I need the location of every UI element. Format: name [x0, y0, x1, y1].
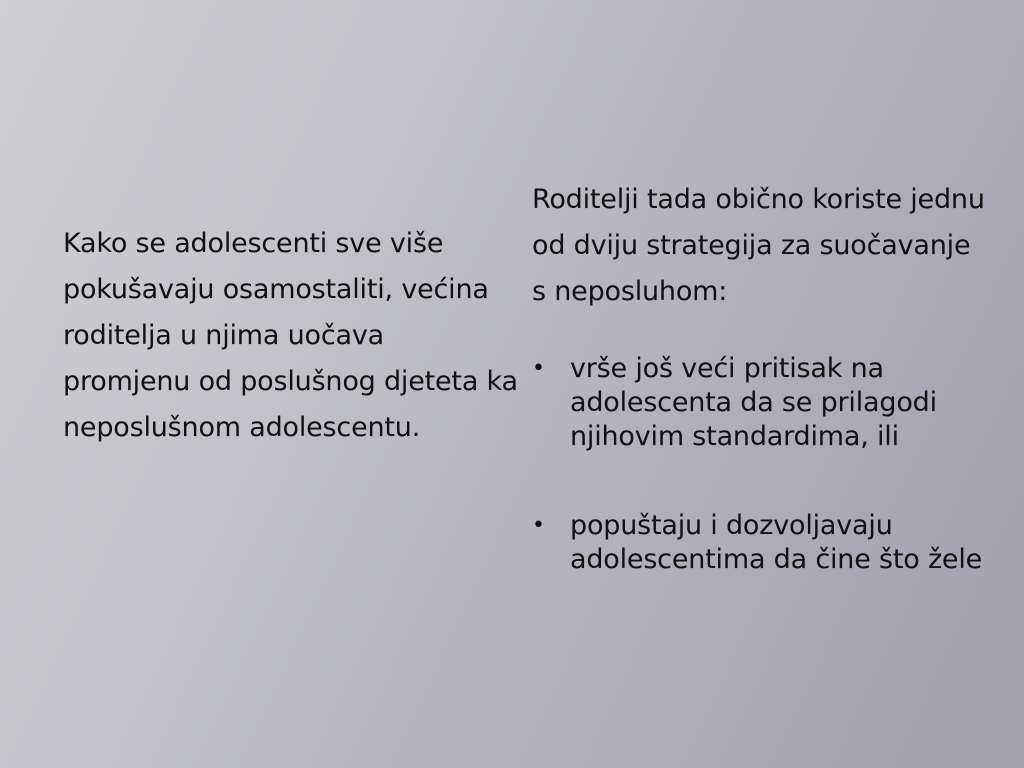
- bullet-list: [532, 352, 992, 577]
- left-paragraph: Kako se adolescenti sve više pokušavaju osamostaliti, većina roditelja u njima uočava promjenu od poslušnog djeteta ka neposlušnom adolescentu.: [63, 228, 518, 443]
- left-text-column: [63, 221, 518, 451]
- right-text-column: [532, 177, 992, 632]
- bullet-text: vrše još veći pritisak na adolescenta da se prilagodi njihovim standardima, ili: [570, 353, 937, 452]
- bullet-item: [532, 352, 992, 454]
- bullet-icon: •: [532, 356, 545, 381]
- bullet-icon: •: [532, 513, 545, 538]
- bullet-text: popuštaju i dozvoljavaju adolescentima da čine što žele: [570, 510, 983, 575]
- right-intro-paragraph: Roditelji tada obično koriste jednu od dviju strategija za suočavanje s neposluhom:: [532, 184, 985, 307]
- bullet-item: [532, 509, 992, 577]
